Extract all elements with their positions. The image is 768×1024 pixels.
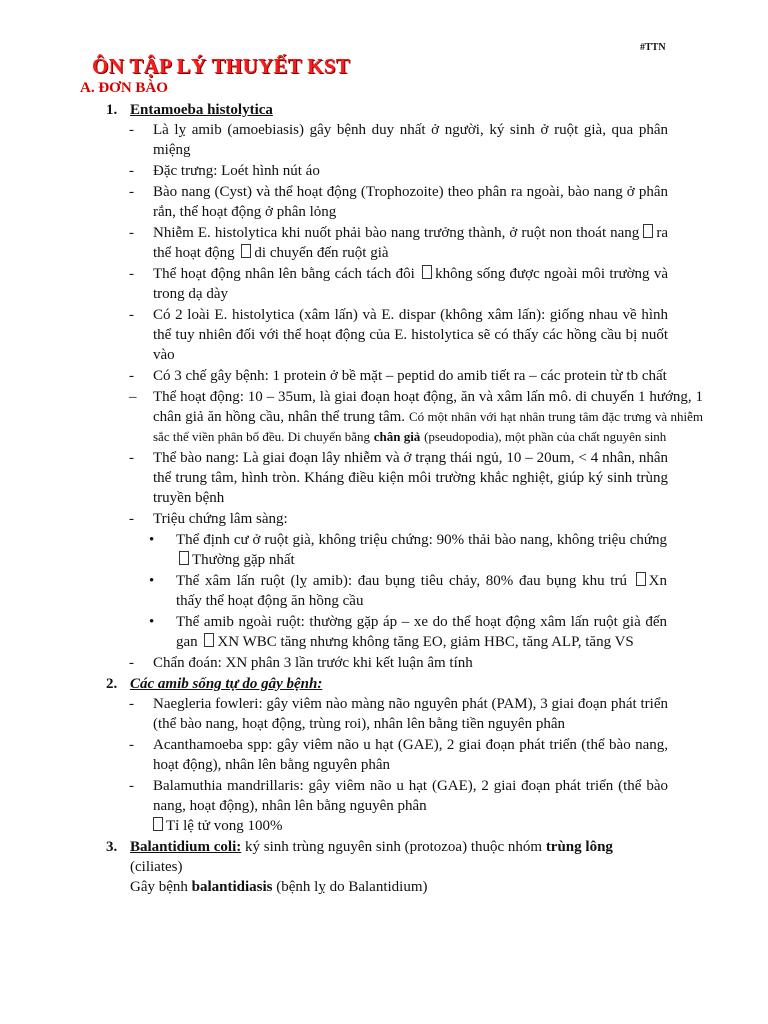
doc-tag: #TTN (640, 42, 666, 53)
heading-entamoeba (0, 100, 768, 120)
list-item: - Là lỵ amib (amoebiasis) gây bệnh duy nhất ở người, ký sinh ở ruột già, qua phân miệng (129, 122, 668, 158)
sub-list-item: • Thể định cư ở ruột già, không triệu chứng: 90% thải bào nang, không triệu chứng Thường gặp nhất (149, 532, 667, 568)
sub-list-item: • Thể xâm lấn ruột (lỵ amib): đau bụng tiêu chảy, 80% đau bụng khu trú Xn thấy thể hoạt động ăn hồng cầu (149, 573, 668, 609)
list-item: - Có 2 loài E. histolytica (xâm lấn) và E. dispar (không xâm lấn): giống nhau về hình thể tuy nhiên đối với thể hoạt động của E. histolytica sẽ có thấy các hồng cầu bị nuốt vào (129, 307, 668, 363)
list-item: - Balamuthia mandrillaris: gây viêm não u hạt (GAE), 2 giai đoạn phát triển (thể bào nang, hoạt động), nhân lên bằng nguyên phân Tỉ lệ tử vong 100% (129, 778, 668, 834)
document-body (0, 100, 768, 897)
heading-title: Balantidium coli: (130, 839, 242, 855)
list-item: - Bào nang (Cyst) và thể hoạt động (Trophozoite) theo phân ra ngoài, bào nang ở phân rắn, thể hoạt động ở phân lỏng (129, 184, 668, 220)
missing-glyph-icon (204, 633, 214, 647)
list-item: - Acanthamoeba spp: gây viêm não u hạt (GAE), 2 giai đoạn phát triển (thể bào nang, hoạt động), nhân lên bằng nguyên phân (129, 737, 668, 773)
heading-free-living-amoeba (0, 674, 768, 694)
list-item: - Đặc trưng: Loét hình nút áo (129, 163, 320, 179)
list-item: - Triệu chứng lâm sàng: (129, 511, 288, 527)
heading-number: 3. (106, 839, 118, 855)
section-heading: A. ĐƠN BÀO (80, 80, 168, 96)
missing-glyph-icon (636, 572, 646, 586)
missing-glyph-icon (422, 265, 432, 279)
list-item: - Naegleria fowleri: gây viêm nào màng não nguyên phát (PAM), 3 giai đoạn phát triển (thể bào nang, hoạt động, trùng roi), nhân lên bằng tiền nguyên phân (129, 696, 668, 732)
heading-number: 2. (106, 676, 118, 692)
missing-glyph-icon (643, 224, 653, 238)
missing-glyph-icon (153, 817, 163, 831)
doc-title: ÔN TẬP LÝ THUYẾT KST (92, 54, 351, 78)
missing-glyph-icon (241, 244, 251, 258)
list-item: – Thể hoạt động: 10 – 35um, là giai đoạn hoạt động, ăn và xâm lấn mô. di chuyển 1 hướng, 1 chân giả ăn hồng cầu, nhân thể trung tâm. Có một nhân với hạt nhân trung tâm đặc trưng và nhiễm sắc thể viền phân bố đều. Di chuyển bằng chân giả (pseudopodia), một phần của chất nguyên sinh (129, 389, 704, 444)
list-item: - Thể bào nang: Là giai đoạn lây nhiễm và ở trạng thái ngủ, 10 – 20um, < 4 nhân, nhân thể trung tâm, hình tròn. Kháng điều kiện môi trường khắc nghiệt, giúp ký sinh trùng truyền bệnh (129, 450, 668, 506)
heading-balantidium: 3. Balantidium coli: ký sinh trùng nguyên sinh (protozoa) thuộc nhóm trùng lông (ciliates) (106, 839, 613, 875)
missing-glyph-icon (179, 551, 189, 565)
paragraph: Gây bệnh balantidiasis (bệnh lỵ do Balantidium) (130, 879, 428, 895)
heading-title: Các amib sống tự do gây bệnh: (130, 676, 323, 692)
sub-list-item: • Thể amib ngoài ruột: thường gặp áp – xe do thể hoạt động xâm lấn ruột già đến gan XN WBC tăng nhưng không tăng EO, giảm HBC, tăng ALP, tăng VS (149, 614, 667, 650)
list-item: - Có 3 chế gây bệnh: 1 protein ở bề mặt – peptid do amib tiết ra – các protein từ tb chất (129, 368, 667, 384)
heading-number: 1. (106, 102, 118, 118)
list-item: - Nhiễm E. histolytica khi nuốt phải bào nang trưởng thành, ở ruột non thoát nang ra thể hoạt động di chuyển đến ruột già (129, 225, 669, 261)
heading-title: Entamoeba histolytica (130, 102, 273, 118)
list-item: - Chẩn đoán: XN phân 3 lần trước khi kết luận âm tính (129, 655, 473, 671)
list-item: - Thể hoạt động nhân lên bằng cách tách đôi không sống được ngoài môi trường và trong dạ dày (129, 266, 668, 302)
